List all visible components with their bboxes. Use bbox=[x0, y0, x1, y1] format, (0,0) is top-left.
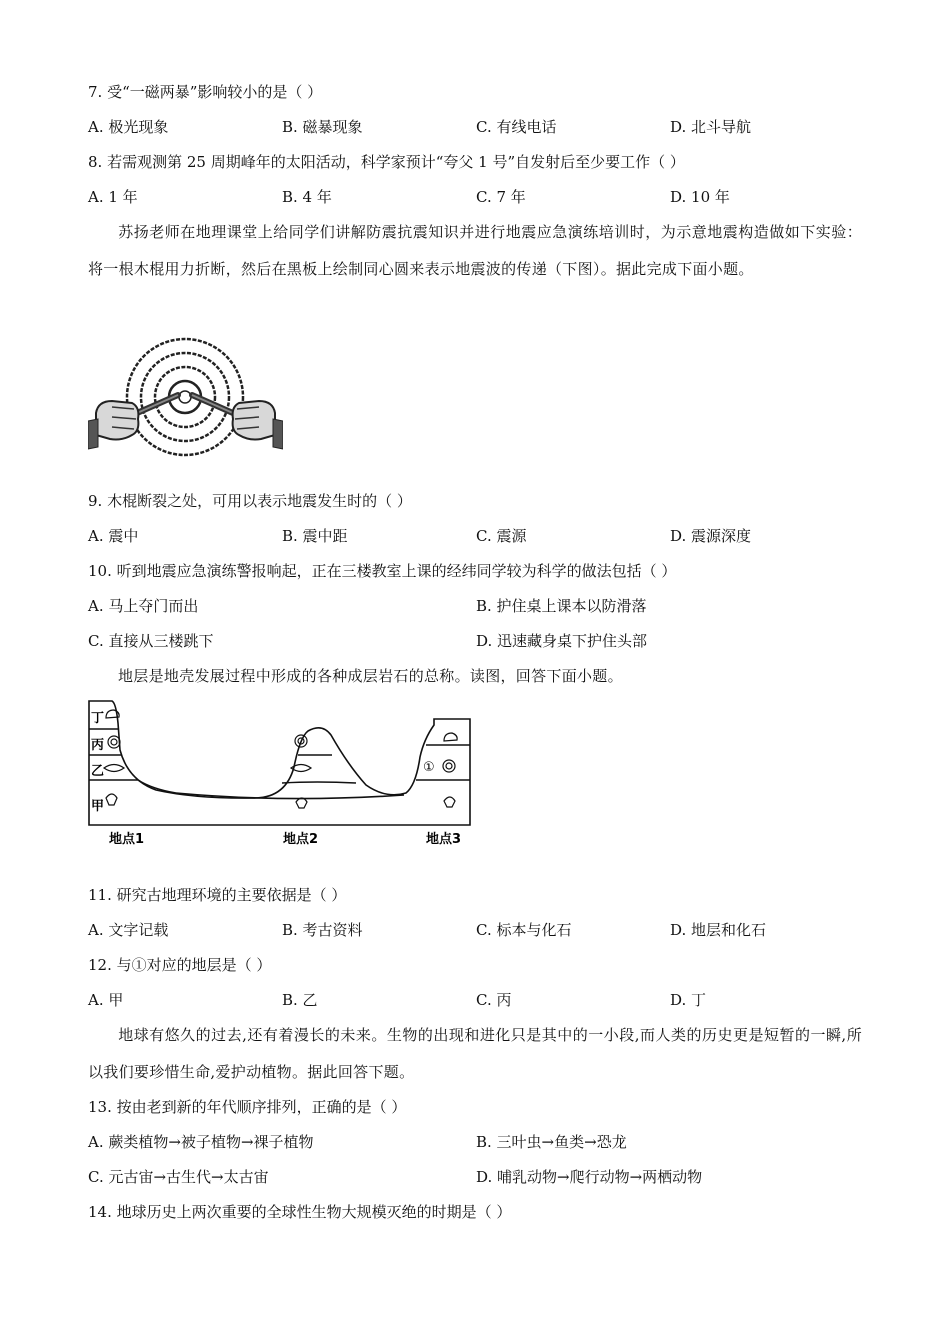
fossil-shell-icon bbox=[444, 733, 457, 741]
q10-option-d: D. 迅速藏身桌下护住头部 bbox=[476, 632, 648, 650]
question-13-stem: 13. 按由老到新的年代顺序排列，正确的是（ ） bbox=[88, 1098, 407, 1116]
question-8-stem: 8. 若需观测第 25 周期峰年的太阳活动，科学家预计“夸父 1 号”自发射后至少要工作（ ） bbox=[88, 153, 685, 171]
passage-strata bbox=[88, 658, 862, 695]
passage-strata-text: 地层是地壳发展过程中形成的各种成层岩石的总称。读图，回答下面小题。 bbox=[118, 667, 623, 685]
q13-option-d: D. 哺乳动物→爬行动物→两栖动物 bbox=[476, 1168, 703, 1186]
q11-option-b: B. 考古资料 bbox=[282, 921, 363, 939]
q8-option-d: D. 10 年 bbox=[670, 188, 730, 206]
fossil-spiral-icon bbox=[108, 736, 120, 748]
q10-option-b: B. 护住桌上课本以防滑落 bbox=[476, 597, 647, 615]
layer-label-bing: 丙 bbox=[91, 738, 105, 753]
q9-option-b: B. 震中距 bbox=[282, 527, 348, 545]
passage-earth-history-text: 地球有悠久的过去,还有着漫长的未来。生物的出现和进化只是其中的一小段,而人类的历史更是短暂的一瞬,所以我们要珍惜生命,爱护动植物。据此回答下题。 bbox=[88, 1026, 862, 1081]
q12-option-d: D. 丁 bbox=[670, 991, 707, 1009]
q12-option-b: B. 乙 bbox=[282, 991, 318, 1009]
q10-option-c: C. 直接从三楼跳下 bbox=[88, 632, 214, 650]
location-label-2: 地点2 bbox=[283, 832, 319, 847]
q10-option-a: A. 马上夺门而出 bbox=[88, 597, 199, 615]
question-9-stem: 9. 木棍断裂之处，可用以表示地震发生时的（ ） bbox=[88, 492, 412, 510]
q8-option-c: C. 7 年 bbox=[476, 188, 526, 206]
q9-option-c: C. 震源 bbox=[476, 527, 527, 545]
stick-breaking-figure bbox=[88, 335, 283, 460]
q7-option-b: B. 磁暴现象 bbox=[282, 118, 363, 136]
passage-earth-history bbox=[88, 1017, 862, 1091]
passage-earthquake bbox=[88, 214, 862, 288]
fossil-cephalopod-icon bbox=[444, 797, 455, 807]
question-14-stem: 14. 地球历史上两次重要的全球性生物大规模灭绝的时期是（ ） bbox=[88, 1203, 512, 1221]
q13-option-c: C. 元古宙→古生代→太古宙 bbox=[88, 1168, 269, 1186]
strata-figure bbox=[86, 695, 472, 855]
layer-label-ding: 丁 bbox=[91, 711, 105, 726]
layer-label-yi: 乙 bbox=[91, 764, 105, 779]
q11-option-a: A. 文字记载 bbox=[88, 921, 169, 939]
passage-earthquake-text: 苏扬老师在地理课堂上给同学们讲解防震抗震知识并进行地震应急演练培训时，为示意地震构造做如下实验：将一根木棍用力折断，然后在黑板上绘制同心圆来表示地震波的传递（下图）。据此完成下面小题。 bbox=[88, 223, 862, 278]
layer-label-jia: 甲 bbox=[91, 799, 105, 814]
question-12-stem: 12. 与①对应的地层是（ ） bbox=[88, 956, 272, 974]
q13-option-b: B. 三叶虫→鱼类→恐龙 bbox=[476, 1133, 627, 1151]
location-label-1: 地点1 bbox=[109, 832, 145, 847]
marker-one: ① bbox=[423, 760, 435, 775]
fossil-fish-icon bbox=[104, 765, 124, 772]
q9-option-d: D. 震源深度 bbox=[670, 527, 752, 545]
q9-option-a: A. 震中 bbox=[88, 527, 139, 545]
fossil-cephalopod-icon bbox=[296, 798, 307, 808]
fossil-cephalopod-icon bbox=[106, 794, 117, 805]
q13-option-a: A. 蕨类植物→被子植物→裸子植物 bbox=[88, 1133, 314, 1151]
q8-option-a: A. 1 年 bbox=[88, 188, 138, 206]
q7-option-c: C. 有线电话 bbox=[476, 118, 557, 136]
q8-option-b: B. 4 年 bbox=[282, 188, 332, 206]
q12-option-c: C. 丙 bbox=[476, 991, 512, 1009]
fossil-spiral-icon bbox=[443, 760, 455, 772]
q12-option-a: A. 甲 bbox=[88, 991, 124, 1009]
q7-option-d: D. 北斗导航 bbox=[670, 118, 752, 136]
location-label-3: 地点3 bbox=[426, 832, 462, 847]
question-11-stem: 11. 研究古地理环境的主要依据是（ ） bbox=[88, 886, 347, 904]
q11-option-c: C. 标本与化石 bbox=[476, 921, 572, 939]
question-7-stem: 7. 受“一磁两暴”影响较小的是（ ） bbox=[88, 83, 323, 101]
question-10-stem: 10. 听到地震应急演练警报响起，正在三楼教室上课的经纬同学较为科学的做法包括（ ） bbox=[88, 562, 677, 580]
q11-option-d: D. 地层和化石 bbox=[670, 921, 767, 939]
q7-option-a: A. 极光现象 bbox=[88, 118, 169, 136]
